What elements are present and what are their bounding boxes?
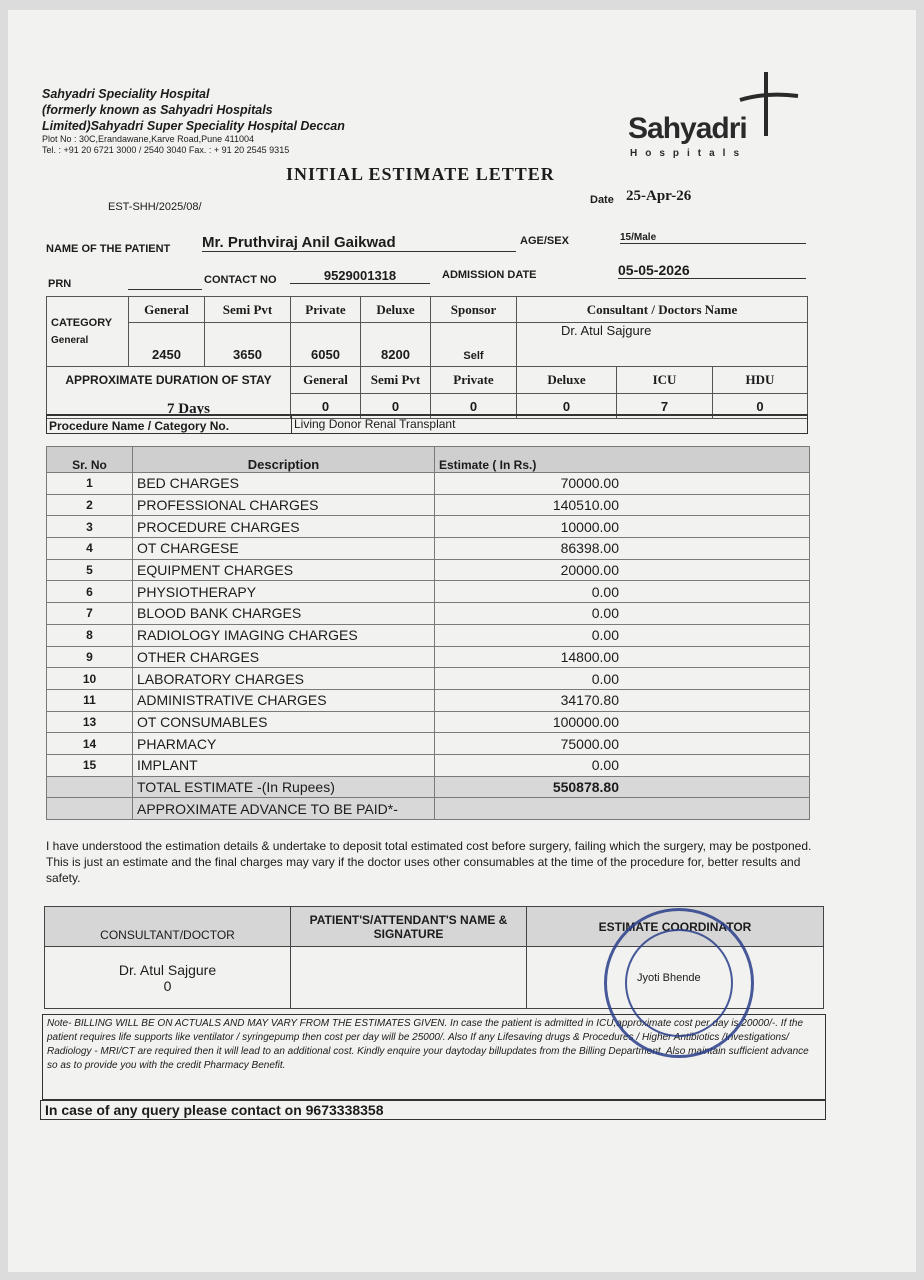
coordinator-label: ESTIMATE COORDINATOR [527,907,824,947]
table-row [47,668,810,690]
hospital-logo [628,70,808,170]
charges-table [46,446,810,820]
charge-sr-no: 3 [47,516,133,538]
stay-header-icu: ICU [617,367,713,394]
category-cell [47,297,129,367]
consultant-header [517,297,808,323]
hospital-phone: Tel. : +91 20 6721 3000 / 2540 3040 Fax. : + 91 20 2545 9315 [42,145,290,155]
charge-sr-no: 11 [47,689,133,711]
charges-header-estimate: Estimate ( In Rs.) [435,447,810,473]
declaration [46,838,822,886]
charges-header-description: Description [133,447,435,473]
reference-number: EST-SHH/2025/08/ [108,201,202,213]
charge-sr-no: 4 [47,538,133,560]
rate-private: 6050 [291,323,361,367]
charge-sr-no: 8 [47,624,133,646]
prn-value-line [128,288,202,290]
date-value: 25-Apr-26 [626,188,692,204]
consultant-sign-cell [45,947,291,1009]
declaration-text-1: I have understood the estimation details & undertake to deposit total estimated cost before surgery, failing which the surgery, may be postponed. [46,839,812,853]
page-title: INITIAL ESTIMATE LETTER [286,164,555,184]
admission-date-label: ADMISSION DATE [442,269,537,281]
patient-name-value: Mr. Pruthviraj Anil Gaikwad [202,234,516,252]
charge-sr-no: 14 [47,733,133,755]
charge-description: BLOOD BANK CHARGES [133,603,435,625]
charge-sr-no: 15 [47,754,133,776]
rate-header-deluxe: Deluxe [361,297,431,323]
charge-amount: 86398.00 [435,538,810,560]
stay-cell [47,367,291,419]
charge-amount: 0.00 [435,668,810,690]
logo-name: Sahyadri [628,112,747,145]
charge-sr-no: 5 [47,559,133,581]
charge-description: OTHER CHARGES [133,646,435,668]
consultant-sign-extra: 0 [163,977,172,994]
logo-subtitle: Hospitals [630,148,748,159]
stay-header-hdu: HDU [713,367,808,394]
charge-sr-no: 7 [47,603,133,625]
advance-label: APPROXIMATE ADVANCE TO BE PAID*- [133,798,435,820]
rate-header-general: General [129,297,205,323]
stay-general: 0 [291,394,361,419]
stay-label: APPROXIMATE DURATION OF STAY [65,373,272,387]
table-row [47,689,810,711]
charge-sr-no: 6 [47,581,133,603]
charge-description: PROFESSIONAL CHARGES [133,494,435,516]
charge-description: ADMINISTRATIVE CHARGES [133,689,435,711]
stay-header-semipvt: Semi Pvt [361,367,431,394]
table-row [47,494,810,516]
charge-sr-no: 13 [47,711,133,733]
table-row [47,624,810,646]
stay-hdu: 0 [713,394,808,419]
charge-sr-no: 10 [47,668,133,690]
charge-description: BED CHARGES [133,473,435,495]
rate-header-semipvt: Semi Pvt [205,297,291,323]
table-row [47,473,810,495]
hospital-name: Sahyadri Speciality Hospital [42,87,210,101]
stay-header-deluxe: Deluxe [517,367,617,394]
charge-amount: 34170.80 [435,689,810,711]
stay-duration-table [46,366,808,419]
hospital-branch: Limited)Sahyadri Super Speciality Hospital Deccan [42,119,345,133]
table-row [47,516,810,538]
stay-icu: 7 [617,394,713,419]
table-row [47,559,810,581]
charges-body [47,473,810,777]
charges-header-sr: Sr. No [47,447,133,473]
charge-amount: 0.00 [435,581,810,603]
billing-note: Note- BILLING WILL BE ON ACTUALS AND MAY VARY FROM THE ESTIMATES GIVEN. In case the patient is admitted in ICU,approximate cost per day is 20000/-. If the patient requires life supports like ventilator / syringepump then cost per day will be 25000/. Also If any Lifesaving drugs & Procedures / Higher Antibiotics /Investigations/ Radiology - MRI/CT are required then it will lead to an additional cost. Kindly enquire your daytoday billupdates from the Billing Department. Also maintain sufficient advance so as to provide you with the credit Pharmacy Benefit. [42,1014,826,1100]
stay-header-private: Private [431,367,517,394]
charge-sr-no: 9 [47,646,133,668]
charge-amount: 20000.00 [435,559,810,581]
charge-description: PROCEDURE CHARGES [133,516,435,538]
charge-amount: 70000.00 [435,473,810,495]
charge-amount: 75000.00 [435,733,810,755]
advance-sr-cell [47,798,133,820]
total-label: TOTAL ESTIMATE -(In Rupees) [133,776,435,798]
charge-amount: 140510.00 [435,494,810,516]
stay-private: 0 [431,394,517,419]
charge-amount: 10000.00 [435,516,810,538]
query-contact: In case of any query please contact on 9673338358 [40,1100,826,1120]
charge-description: PHARMACY [133,733,435,755]
charge-amount: 14800.00 [435,646,810,668]
table-row [47,646,810,668]
rate-semipvt: 3650 [205,323,291,367]
table-row [47,754,810,776]
estimate-letter-page [8,10,916,1272]
total-sr-cell [47,776,133,798]
hospital-address: Plot No : 30C,Erandawane,Karve Road,Pune 411004 [42,134,254,144]
charge-description: IMPLANT [133,754,435,776]
category-label: CATEGORY [51,316,113,329]
stay-semipvt: 0 [361,394,431,419]
rate-header-sponsor: Sponsor [431,297,517,323]
hospital-seal-stamp [604,908,754,1058]
rate-general: 2450 [129,323,205,367]
charge-amount: 100000.00 [435,711,810,733]
stamp-inner-ring [625,929,733,1037]
stay-days: 7 Days [167,401,210,417]
advance-value [435,798,810,820]
coordinator-name: Jyoti Bhende [637,971,701,984]
declaration-text-2: This is just an estimate and the final charges may vary if the doctor uses other consumables at the time of the procedure for, better results and safety. [46,855,801,885]
total-value: 550878.80 [435,776,810,798]
procedure-row [46,414,808,434]
consultant-label: Consultant / Doctors Name [586,301,738,317]
charge-description: PHYSIOTHERAPY [133,581,435,603]
consultant-sign-name: Dr. Atul Sajgure [118,961,217,978]
rate-sponsor: Self [431,323,517,367]
agesex-label: AGE/SEX [520,235,569,247]
charge-description: OT CONSUMABLES [133,711,435,733]
stay-deluxe: 0 [517,394,617,419]
table-row [47,538,810,560]
patient-sign-cell [291,947,527,1009]
contact-label: CONTACT NO [204,274,277,286]
patient-name-label: NAME OF THE PATIENT [46,243,171,255]
procedure-value: Living Donor Renal Transplant [291,416,455,434]
table-row [47,711,810,733]
prn-label: PRN [48,278,72,290]
rate-header-private: Private [291,297,361,323]
charge-amount: 0.00 [435,754,810,776]
hospital-header [42,86,345,156]
rate-deluxe: 8200 [361,323,431,367]
charge-amount: 0.00 [435,603,810,625]
procedure-label: Procedure Name / Category No. [49,419,230,433]
charge-sr-no: 2 [47,494,133,516]
admission-date-value: 05-05-2026 [618,262,806,279]
charge-amount: 0.00 [435,624,810,646]
charge-description: EQUIPMENT CHARGES [133,559,435,581]
date-label: Date [590,194,614,206]
charge-description: RADIOLOGY IMAGING CHARGES [133,624,435,646]
table-row [47,733,810,755]
hospital-former-name: (formerly known as Sahyadri Hospitals [42,103,273,117]
charge-description: LABORATORY CHARGES [133,668,435,690]
patient-sign-label: PATIENT'S/ATTENDANT'S NAME & SIGNATURE [291,907,527,947]
contact-value: 9529001318 [290,268,430,284]
consultant-sign-label: CONSULTANT/DOCTOR [45,907,291,947]
room-rates-table [46,296,808,367]
consultant-name: Dr. Atul Sajgure [517,323,808,367]
table-row [47,581,810,603]
category-value: General [51,334,89,346]
charge-description: OT CHARGESE [133,538,435,560]
stay-header-general: General [291,367,361,394]
agesex-value: 15/Male [620,232,806,244]
table-row [47,603,810,625]
charge-sr-no: 1 [47,473,133,495]
